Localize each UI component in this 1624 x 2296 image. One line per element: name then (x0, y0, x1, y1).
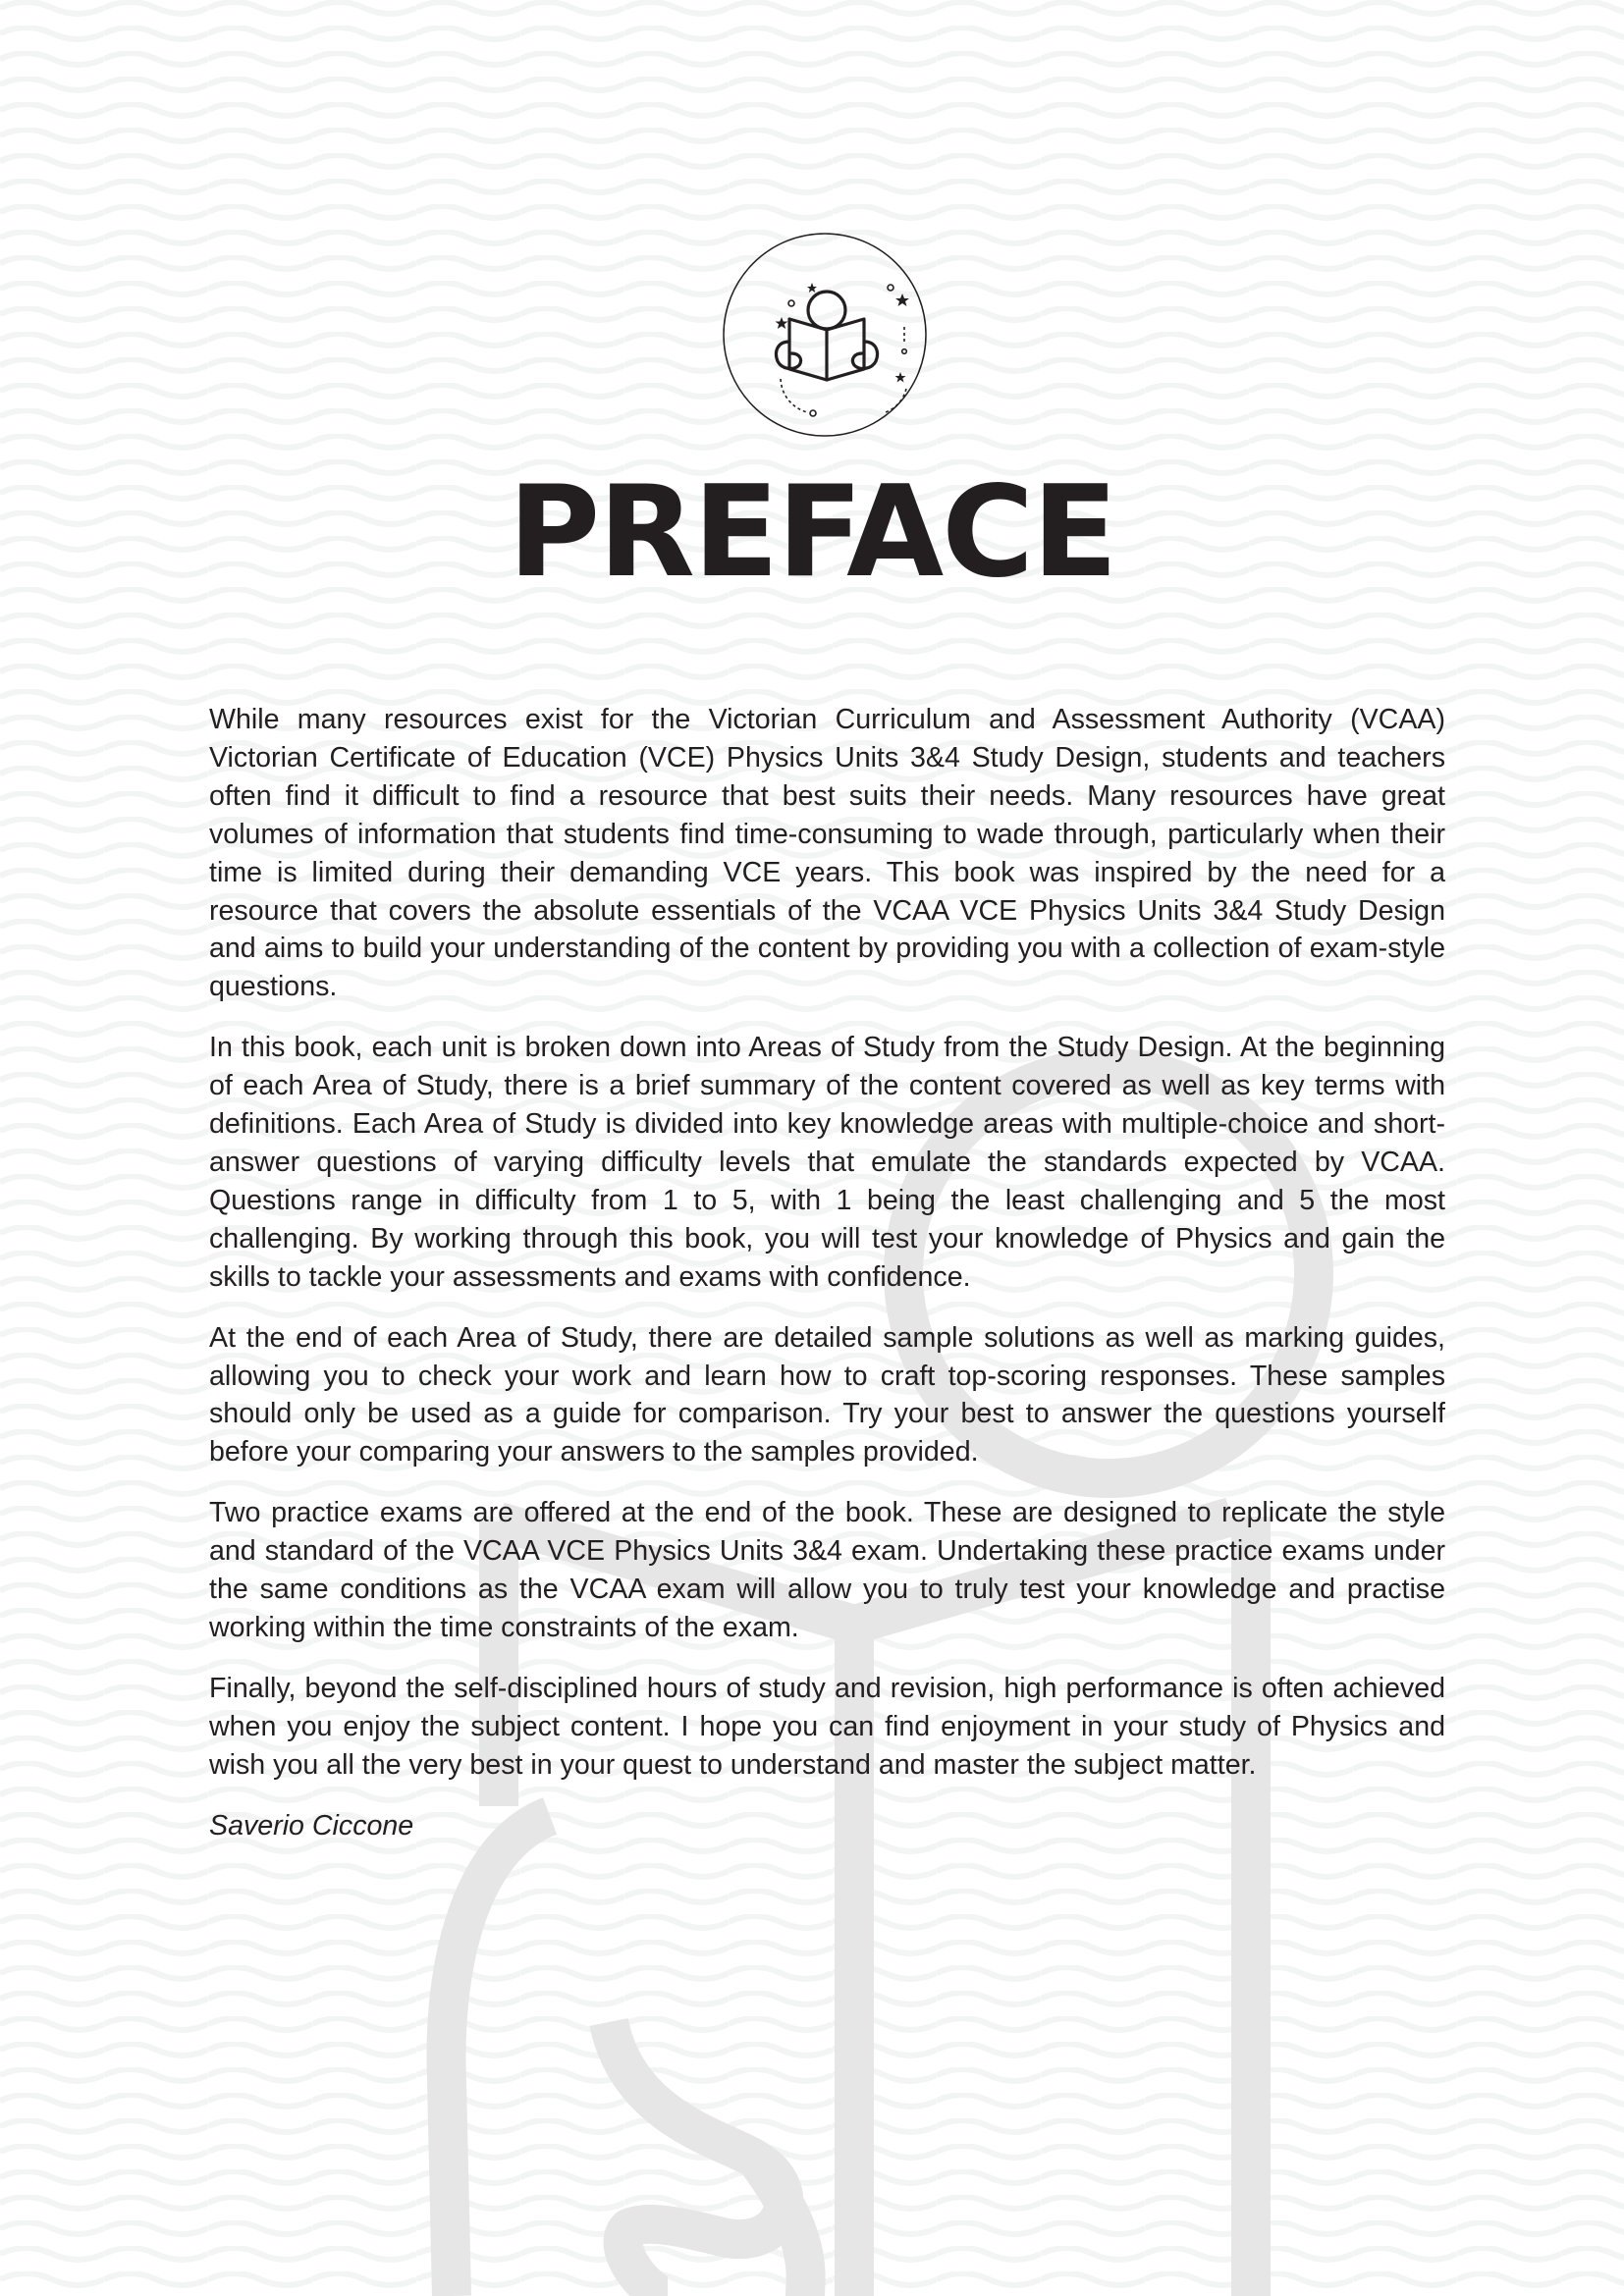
paragraph-closing: Finally, beyond the self-disciplined hours of study and revision, high performance is often achieved when you enjoy the subject content. I hope you can find enjoyment in your study of Physics and wish you all the very best in your quest to understand and master the subject matter. (209, 1672, 1445, 1781)
paragraph-practice-exams: Two practice exams are offered at the end of the book. These are designed to replicate the style and standard of the VCAA VCE Physics Units 3&4 exam. Undertaking these practice exams under the same conditions as the VCAA exam will allow you to truly test your knowledge and practise working within the time constraints of the exam. (209, 1497, 1445, 1643)
preface-body (209, 701, 1445, 1867)
author-signature: Saverio Ciccone (209, 1809, 414, 1842)
paragraph-intro: While many resources exist for the Victorian Curriculum and Assessment Authority (VCAA) Victorian Certificate of Education (VCE) Physics Units 3&4 Study Design, students and teachers often find it difficult to find a resource that best suits their needs. Many resources have great volumes of information that students find time-consuming to wade through, particularly when their time is limited during their demanding VCE years. This book was inspired by the need for a resource that covers the absolute essentials of the VCAA VCE Physics Units 3&4 Study Design and aims to build your understanding of the content by providing you with a collection of exam-style questions. (209, 704, 1445, 1003)
paragraph-structure: In this book, each unit is broken down into Areas of Study from the Study Design. At the beginning of each Area of Study, there is a brief summary of the content covered as well as key terms with definitions. Each Area of Study is divided into key knowledge areas with multiple-choice and short-answer questions of varying difficulty levels that emulate the standards expected by VCAA. Questions range in difficulty from 1 to 5, with 1 being the least challenging and 5 the most challenging. By working through this book, you will test your knowledge of Physics and gain the skills to tackle your assessments and exams with confidence. (209, 1032, 1445, 1293)
reading-person-icon (723, 232, 929, 438)
paragraph-solutions: At the end of each Area of Study, there are detailed sample solutions as well as marking guides, allowing you to check your work and learn how to craft top-scoring responses. These samples should only be used as a guide for comparison. Try your best to answer the questions yourself before your comparing your answers to the samples provided. (209, 1321, 1445, 1468)
page-title: PREFACE (508, 459, 1116, 606)
